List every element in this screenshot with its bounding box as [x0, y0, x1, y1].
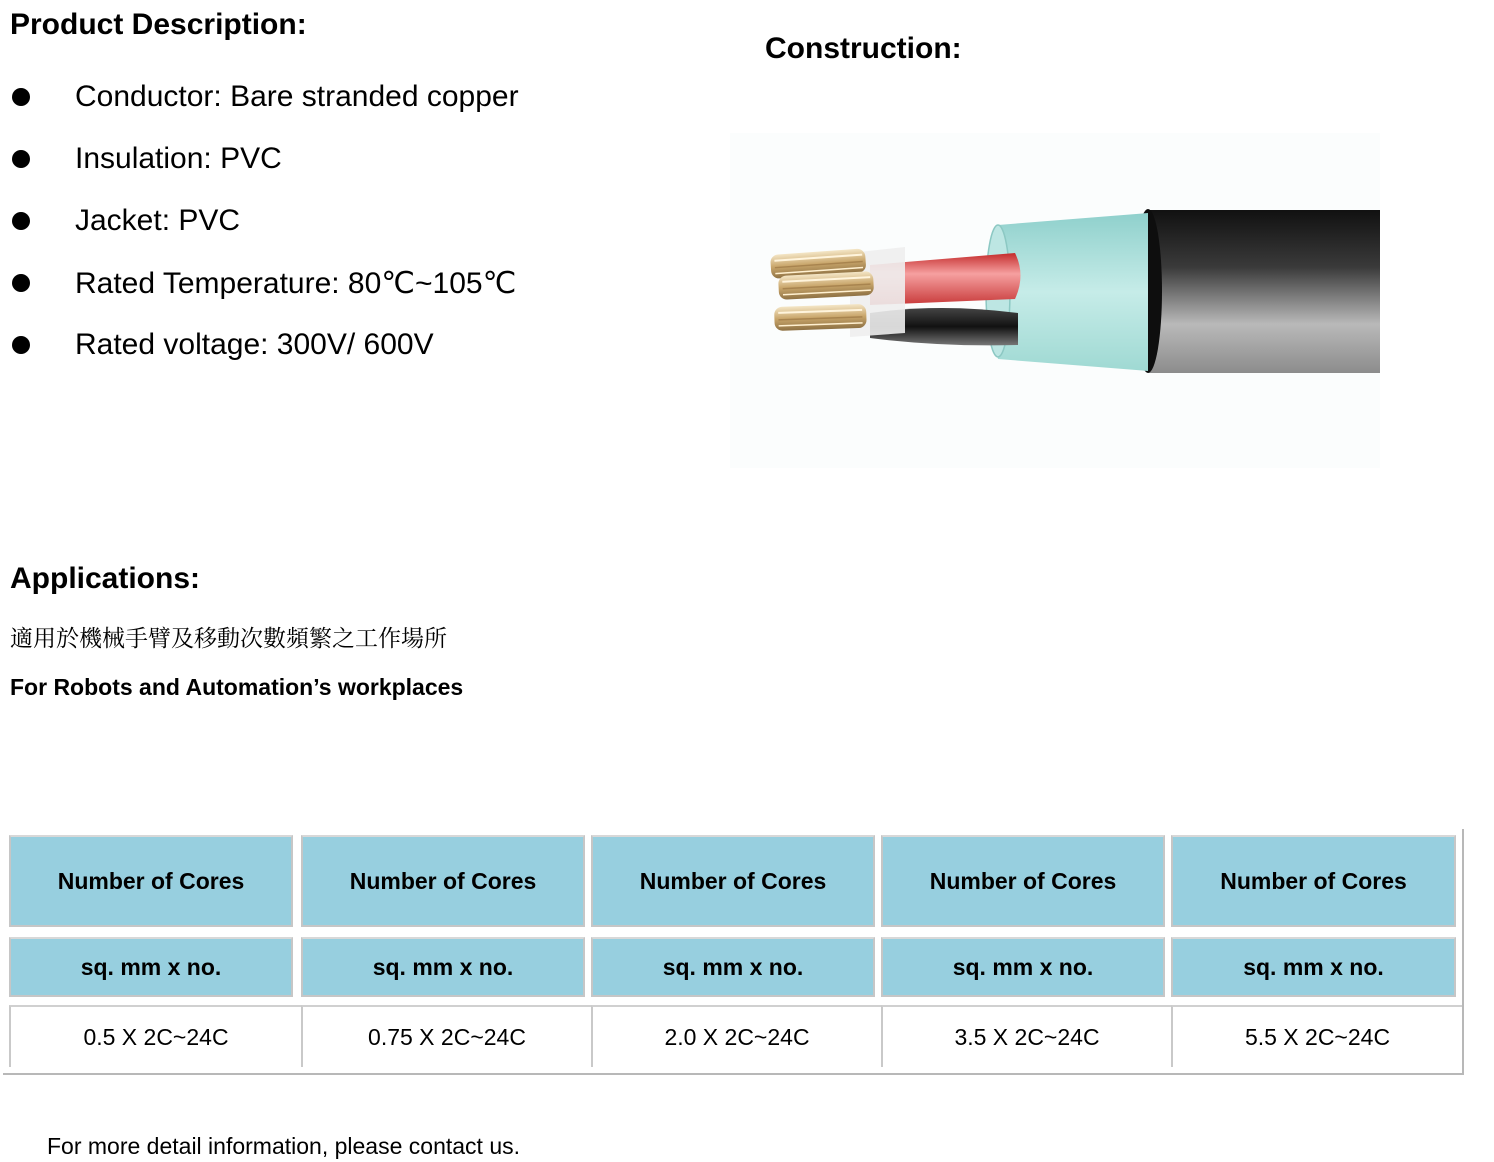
table-subheader-cell: sq. mm x no. — [591, 937, 875, 997]
bullet-icon — [12, 212, 30, 230]
list-item-text: Insulation: PVC — [75, 142, 282, 175]
table-value-cell: 2.0 X 2C~24C — [591, 1005, 881, 1067]
list-item-text: Rated voltage: 300V/ 600V — [75, 328, 434, 361]
bullet-icon — [12, 274, 30, 292]
product-description-title: Product Description: — [10, 8, 307, 41]
applications-title: Applications: — [10, 562, 201, 595]
list-item — [10, 128, 519, 190]
table-value-cell: 3.5 X 2C~24C — [881, 1005, 1171, 1067]
list-item — [10, 252, 519, 314]
list-item — [10, 314, 519, 376]
list-item — [10, 190, 519, 252]
list-item-text: Conductor: Bare stranded copper — [75, 80, 519, 113]
table-subheader-cell: sq. mm x no. — [9, 937, 293, 997]
copper-conductors — [770, 248, 874, 331]
table-subheader-cell: sq. mm x no. — [881, 937, 1165, 997]
construction-title: Construction: — [765, 32, 962, 65]
bullet-icon — [12, 336, 30, 354]
table-subheader-cell: sq. mm x no. — [301, 937, 585, 997]
table-header-cell: Number of Cores — [9, 835, 293, 927]
bullet-icon — [12, 150, 30, 168]
table-header-cell: Number of Cores — [1171, 835, 1456, 927]
table-subheader-cell: sq. mm x no. — [1171, 937, 1456, 997]
list-item — [10, 66, 519, 128]
spec-table — [3, 829, 1464, 1075]
list-item-text: Rated Temperature: 80℃~105℃ — [75, 266, 517, 300]
footer-contact-text: For more detail information, please contact us. — [47, 1133, 521, 1159]
cable-jacket — [1134, 209, 1380, 373]
bullet-icon — [12, 88, 30, 106]
table-value-cell: 0.75 X 2C~24C — [301, 1005, 591, 1067]
list-item-text: Jacket: PVC — [75, 204, 241, 237]
applications-chinese-text: 適用於機械手臂及移動次數頻繁之工作場所 — [10, 626, 447, 652]
table-header-cell: Number of Cores — [881, 835, 1165, 927]
table-value-cell: 0.5 X 2C~24C — [9, 1005, 301, 1067]
applications-english-text: For Robots and Automation’s workplaces — [10, 674, 464, 700]
table-header-cell: Number of Cores — [591, 835, 875, 927]
cable-construction-image — [730, 133, 1380, 468]
table-header-cell: Number of Cores — [301, 835, 585, 927]
table-value-cell: 5.5 X 2C~24C — [1171, 1005, 1462, 1067]
product-description-list — [10, 66, 519, 376]
